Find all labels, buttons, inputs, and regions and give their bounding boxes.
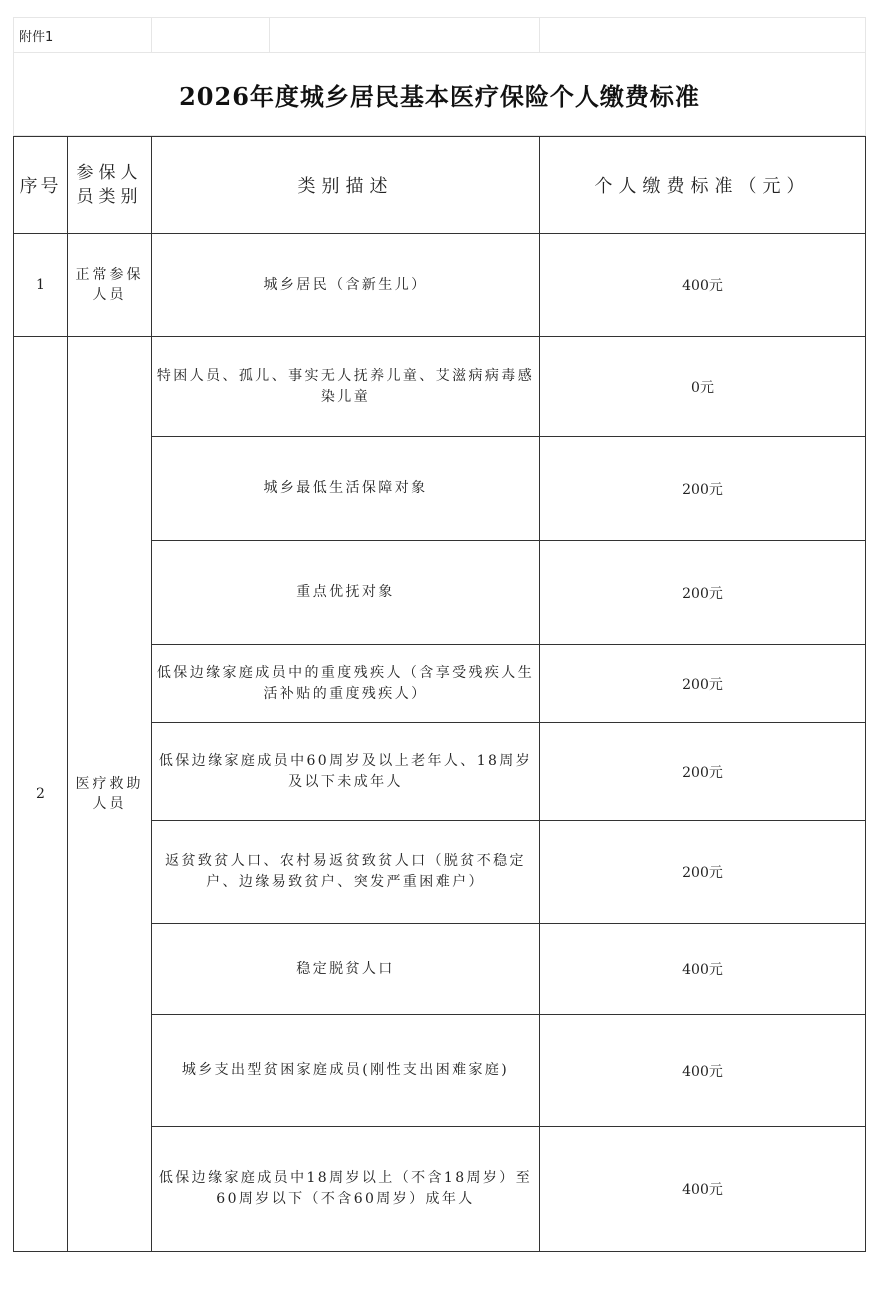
fee-cell: 200元 — [540, 541, 866, 645]
fee-standard-table — [13, 136, 866, 1252]
description-cell: 返贫致贫人口、农村易返贫致贫人口（脱贫不稳定户、边缘易致贫户、突发严重困难户） — [152, 821, 540, 924]
category-cell: 医疗救助人员 — [68, 337, 152, 1252]
header-description: 类别描述 — [152, 137, 540, 234]
fee-cell: 400元 — [540, 234, 866, 337]
category-cell: 正常参保人员 — [68, 234, 152, 337]
description-cell: 稳定脱贫人口 — [152, 924, 540, 1015]
fee-cell: 0元 — [540, 337, 866, 437]
table-row — [14, 234, 866, 337]
fee-cell: 200元 — [540, 645, 866, 723]
header-category: 参保人员类别 — [68, 137, 152, 234]
seq-cell: 1 — [14, 234, 68, 337]
attachment-row — [14, 18, 866, 53]
blank-cell — [270, 18, 540, 53]
seq-cell: 2 — [14, 337, 68, 1252]
description-cell: 重点优抚对象 — [152, 541, 540, 645]
table-header-row — [14, 137, 866, 234]
description-cell: 低保边缘家庭成员中18周岁以上（不含18周岁）至60周岁以下（不含60周岁）成年人 — [152, 1127, 540, 1252]
document-title: 2026年度城乡居民基本医疗保险个人缴费标准 — [14, 53, 866, 136]
description-cell: 低保边缘家庭成员中的重度残疾人（含享受残疾人生活补贴的重度残疾人） — [152, 645, 540, 723]
header-fee: 个人缴费标准（元） — [540, 137, 866, 234]
fee-cell: 200元 — [540, 437, 866, 541]
blank-cell — [152, 18, 270, 53]
fee-cell: 400元 — [540, 1015, 866, 1127]
attachment-label: 附件1 — [14, 18, 152, 53]
fee-cell: 200元 — [540, 723, 866, 821]
description-cell: 城乡支出型贫困家庭成员(刚性支出困难家庭) — [152, 1015, 540, 1127]
table-row — [14, 337, 866, 437]
title-block — [13, 17, 866, 136]
fee-cell: 400元 — [540, 924, 866, 1015]
description-cell: 低保边缘家庭成员中60周岁及以上老年人、18周岁及以下未成年人 — [152, 723, 540, 821]
fee-cell: 200元 — [540, 821, 866, 924]
description-cell: 城乡居民（含新生儿） — [152, 234, 540, 337]
fee-cell: 400元 — [540, 1127, 866, 1252]
document-sheet — [13, 17, 866, 1252]
description-cell: 城乡最低生活保障对象 — [152, 437, 540, 541]
blank-cell — [540, 18, 866, 53]
header-seq: 序号 — [14, 137, 68, 234]
description-cell: 特困人员、孤儿、事实无人抚养儿童、艾滋病病毒感染儿童 — [152, 337, 540, 437]
